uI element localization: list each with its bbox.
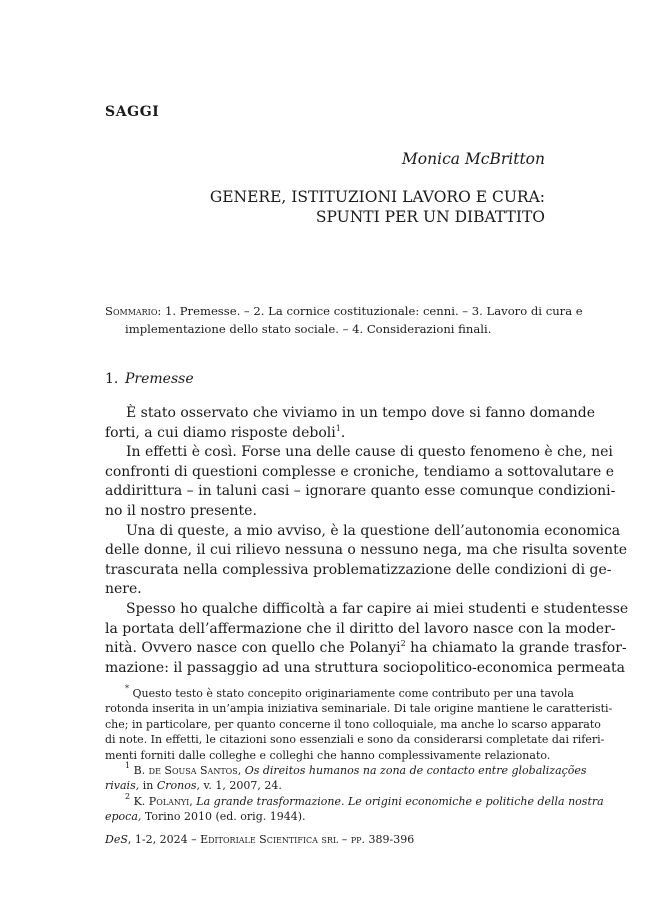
summary-line-2: implementazione dello stato sociale. – 4. Considerazioni finali. [125, 321, 492, 336]
footnote-mark-star: * [125, 684, 129, 693]
footnote-line [105, 791, 604, 809]
footnote-author: B. de Sousa Santos, [130, 763, 242, 777]
footnotes [105, 684, 613, 825]
footnote-line [105, 684, 574, 701]
footnote-line [105, 778, 545, 793]
body-line: Una di queste, a mio avviso, è la questione dell’autonomia economica [126, 522, 621, 539]
body-line: la portata dell’affermazione che il diritto del lavoro nasce con la moder- [105, 620, 616, 637]
summary-line-1 [105, 303, 583, 321]
body-line: confronti di questioni complesse e croniche, tendiamo a sottovalutare e [105, 463, 614, 480]
footnote-journal: Cronos [156, 779, 197, 793]
body-line: Spesso ho qualche difficoltà a far capire ai miei studenti e studentesse [126, 600, 629, 617]
section-number: 1. [105, 371, 119, 387]
summary-text-1: 1. Premesse. – 2. La cornice costituzionale: cenni. – 3. Lavoro di cura e [161, 304, 583, 318]
footnote-author: K. Polanyi, [130, 794, 193, 808]
footer-details: , 1-2, 2024 – Editoriale Scientifica srl – pp. 389-396 [127, 833, 415, 846]
footnote-title: epoca, [105, 810, 142, 824]
body-line: no il nostro presente. [105, 502, 257, 519]
body-line: delle donne, il cui rilievo nessuna o nessuno nega, ma che risulta sovente [105, 542, 628, 559]
body-text-span: nità. Ovvero nasce con quello che Polanyi [105, 640, 401, 657]
article-title [210, 187, 545, 227]
footnote-mark-1: 1 [125, 760, 131, 770]
body-text [105, 404, 629, 678]
footnote-title: rivais, [105, 779, 140, 793]
article-author: Monica McBritton [401, 150, 545, 168]
body-text-span: forti, a cui diamo risposte deboli [105, 424, 336, 441]
body-line: In effetti è così. Forse una delle cause di questo fenomeno è che, nei [126, 444, 613, 461]
body-text-span: . [340, 424, 346, 441]
footer-journal-name: DeS [105, 833, 128, 846]
section-title: Premesse [125, 371, 194, 387]
table-of-contents-summary [105, 303, 583, 338]
footnote-line: che; in particolare, per quanto concerne il tono colloquiale, ma anche lo scarso apparato [105, 717, 601, 731]
footnote-text: Torino 2010 (ed. orig. 1944). [141, 810, 306, 824]
body-line: addirittura – in taluni casi – ignorare quanto esse comunque condizioni- [105, 483, 616, 500]
footnote-line [105, 760, 587, 778]
footnote-line: rotonda inserita in un’ampia iniziativa seminariale. Di tale origine mantiene le caratteristi- [105, 702, 613, 716]
body-text-span: ha chiamato la grande trasfor- [405, 640, 627, 657]
footnote-mark-2: 2 [125, 791, 131, 801]
footnote-text: Questo testo è stato concepito originariamente come contributo per una tavola [129, 687, 574, 700]
body-line [105, 639, 627, 659]
section-heading [105, 371, 194, 387]
body-line [105, 424, 545, 444]
body-line: È stato osservato che viviamo in un tempo dove si fanno domande [126, 405, 596, 421]
body-line: mazione: il passaggio ad una struttura sociopolitico-economica permeata [105, 659, 625, 676]
footnote-ref-2: 2 [400, 639, 406, 649]
footnote-title: Os direitos humanos na zona de contacto entre globalizações [241, 763, 587, 777]
footnote-line: menti forniti dalle colleghe e colleghi che hanno complessivamente relazionato. [105, 748, 551, 762]
summary-label: Sommario: [105, 304, 162, 318]
footnote-line [105, 809, 545, 824]
footnote-line: di note. In effetti, le citazioni sono essenziali e sono da considerarsi completate dai riferi- [105, 733, 605, 747]
article-title-line-2: SPUNTI PER UN DIBATTITO [315, 208, 545, 226]
body-line: nere. [105, 581, 142, 598]
section-label: SAGGI [105, 104, 160, 120]
footnote-ref-1: 1 [335, 423, 341, 433]
article-title-line-1: GENERE, ISTITUZIONI LAVORO E CURA: [209, 188, 545, 206]
footnote-title: La grande trasformazione. Le origini economiche e politiche della nostra [192, 794, 604, 808]
footnote-text: in [139, 779, 157, 793]
body-line: trascurata nella complessiva problematizzazione delle condizioni di ge- [105, 561, 612, 578]
footnote-text: , v. 1, 2007, 24. [196, 779, 282, 793]
page-footer [105, 833, 414, 846]
